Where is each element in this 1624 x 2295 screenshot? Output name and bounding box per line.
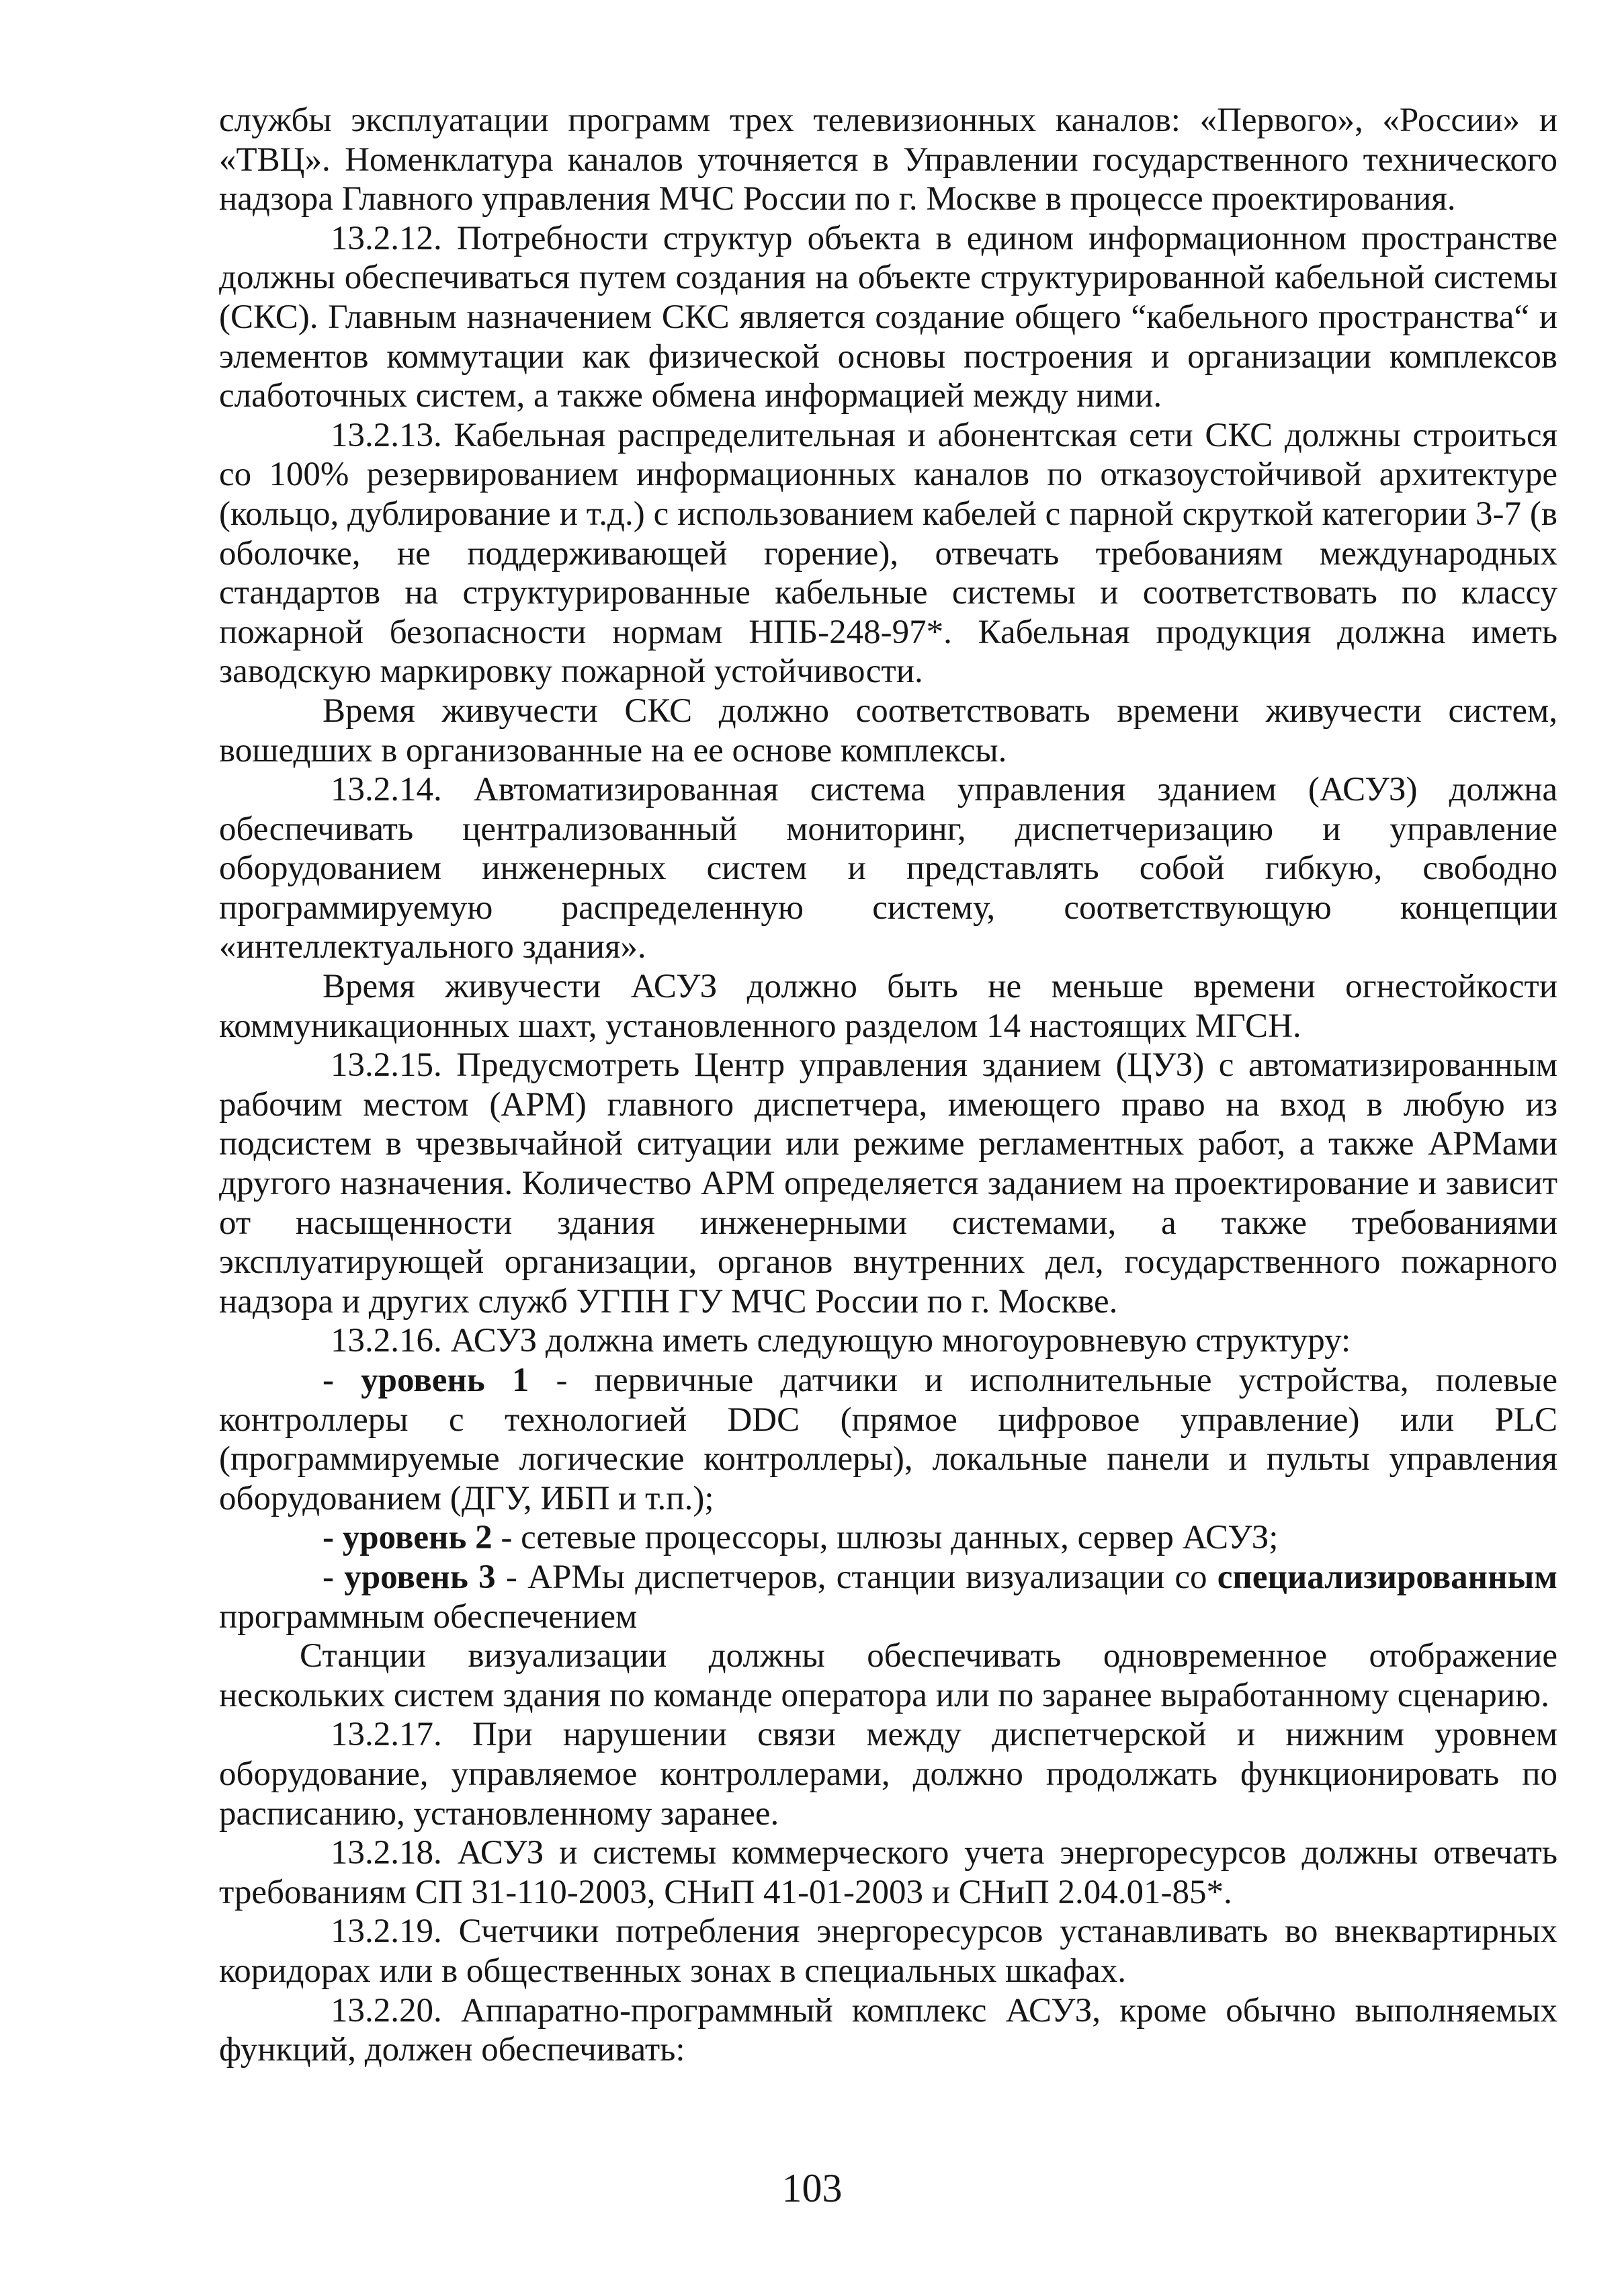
- paragraph-13-2-12: 13.2.12. Потребности структур объекта в едином информационном пространстве должны обеспечиваться путем создания на объекте структурированной кабельной системы (СКС). Главным назначением СКС является создание общего “кабельного пространства“ и элементов коммутации как физической основы построения и организации комплексов слаботочных систем, а также обмена информацией между ними.: [219, 219, 1557, 415]
- level-1-item: [219, 1361, 1557, 1518]
- level-3-text: - АРМы диспетчеров, станции визуализации со: [495, 1558, 1217, 1596]
- level-3-label: - уровень 3: [323, 1558, 496, 1596]
- level-3-item: [219, 1558, 1557, 1636]
- paragraph-13-2-19: 13.2.19. Счетчики потребления энергоресурсов устанавливать во внеквартирных коридорах или в общественных зонах в специальных шкафах.: [219, 1913, 1557, 1990]
- paragraph-13-2-17: 13.2.17. При нарушении связи между диспетчерской и нижним уровнем оборудование, управляемое контроллерами, должно продолжать функционировать по расписанию, установленному заранее.: [219, 1716, 1557, 1833]
- paragraph-13-2-16: 13.2.16. АСУЗ должна иметь следующую многоуровневую структуру:: [331, 1322, 1351, 1360]
- paragraph-13-2-14: 13.2.14. Автоматизированная система управления зданием (АСУЗ) должна обеспечивать централизованный мониторинг, диспетчеризацию и управление оборудованием инженерных систем и представлять собой гибкую, свободно программируемую распределенную систему, соответствующую концепции «интеллектуального здания».: [219, 771, 1557, 966]
- paragraph-13-2-15: 13.2.15. Предусмотреть Центр управления зданием (ЦУЗ) с автоматизированным рабочим местом (АРМ) главного диспетчера, имеющего право на вход в любую из подсистем в чрезвычайной ситуации или режиме регламентных работ, а также АРМами другого назначения. Количество АРМ определяется заданием на проектирование и зависит от насыщенности здания инженерными системами, а также требованиями эксплуатирующей организации, органов внутренних дел, государственного пожарного надзора и других служб УГПН ГУ МЧС России по г. Москве.: [219, 1046, 1557, 1321]
- paragraph-13-2-18: 13.2.18. АСУЗ и системы коммерческого учета энергоресурсов должны отвечать требованиям СП 31-110-2003, СНиП 41-01-2003 и СНиП 2.04.01-85*.: [219, 1834, 1557, 1911]
- paragraph-visualization-stations: Станции визуализации должны обеспечивать одновременное отображение нескольких систем здания по команде оператора или по заранее выработанному сценарию.: [219, 1637, 1557, 1714]
- paragraph-13-2-20: 13.2.20. Аппаратно-программный комплекс АСУЗ, кроме обычно выполняемых функций, должен обеспечивать:: [219, 1991, 1557, 2069]
- level-3-text-tail: программным обеспечением: [219, 1597, 638, 1636]
- paragraph-asuz-survivability: Время живучести АСУЗ должно быть не меньше времени огнестойкости коммуникационных шахт, установленного разделом 14 настоящих МГСН.: [219, 968, 1557, 1045]
- level-2-label: - уровень 2: [323, 1519, 493, 1557]
- level-2-text: - сетевые процессоры, шлюзы данных, сервер АСУЗ;: [492, 1519, 1279, 1557]
- document-body: [219, 101, 1557, 2070]
- paragraph-13-2-13: 13.2.13. Кабельная распределительная и абонентская сети СКС должны строиться со 100% резервированием информационных каналов по отказоустойчивой архитектуре (кольцо, дублирование и т.д.) с использованием кабелей с парной скруткой категории 3-7 (в оболочке, не поддерживающей горение), отвечать требованиям международных стандартов на структурированные кабельные системы и соответствовать по классу пожарной безопасности нормам НПБ-248-97*. Кабельная продукция должна иметь заводскую маркировку пожарной устойчивости.: [219, 416, 1557, 691]
- level-3-emphasis: специализированным: [1217, 1558, 1558, 1596]
- level-1-label: - уровень 1: [323, 1362, 529, 1399]
- level-2-item: [219, 1518, 1557, 1558]
- level-1-text: - первичные датчики и исполнительные устройства, полевые контроллеры с технологией DDC (прямое цифровое управление) или PLC (программируемые логические контроллеры), локальные панели и пульты управления оборудованием (ДГУ, ИБП и т.п.);: [219, 1362, 1558, 1517]
- page-number: 103: [781, 2166, 843, 2210]
- paragraph-intro: службы эксплуатации программ трех телевизионных каналов: «Первого», «России» и «ТВЦ». Номенклатура каналов уточняется в Управлении государственного технического надзора Главного управления МЧС России по г. Москве в процессе проектирования.: [219, 101, 1557, 218]
- paragraph-sks-survivability: Время живучести СКС должно соответствовать времени живучести систем, вошедших в организованные на ее основе комплексы.: [219, 692, 1557, 769]
